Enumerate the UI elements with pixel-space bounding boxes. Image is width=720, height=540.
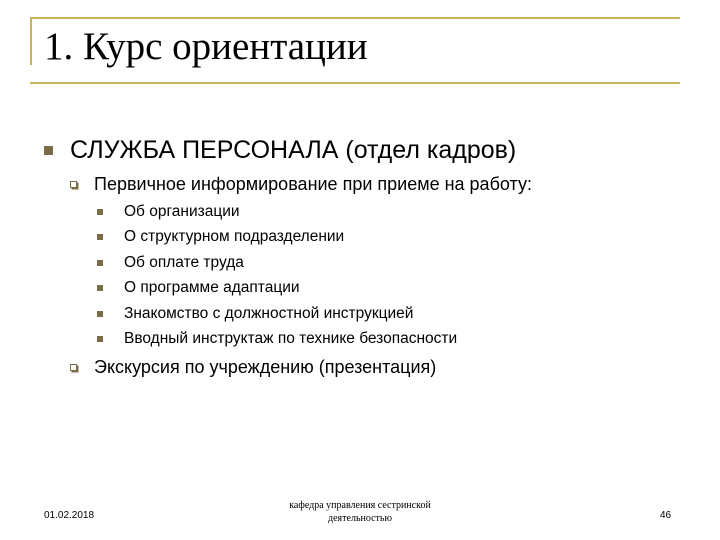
- square-bullet-icon: [97, 234, 103, 240]
- nested-item-text: О программе адаптации: [124, 279, 300, 297]
- nested-list: [97, 199, 457, 352]
- frame-left-line: [30, 17, 32, 65]
- square-bullet-icon: [97, 285, 103, 291]
- nested-list-item: [97, 327, 457, 353]
- footer-department-line: деятельностью: [328, 513, 392, 524]
- sub-item-text: Экскурсия по учреждению (презентация): [94, 357, 437, 377]
- sub-list-item: [70, 357, 436, 378]
- footer-date: 01.02.2018: [44, 510, 95, 521]
- nested-list-item: [97, 276, 457, 302]
- footer-department: [260, 499, 460, 525]
- main-list-item: [44, 136, 516, 165]
- page-number: 46: [660, 510, 672, 521]
- sub-list-item: [70, 174, 532, 195]
- nested-list-item: [97, 225, 457, 251]
- hollow-square-bullet-icon: [70, 364, 77, 371]
- square-bullet-icon: [97, 336, 103, 342]
- footer-department-line: кафедра управления сестринской: [289, 500, 431, 511]
- square-bullet-icon: [44, 146, 53, 155]
- sub-item-text: Первичное информирование при приеме на работу:: [94, 174, 532, 194]
- nested-item-text: Об организации: [124, 202, 240, 220]
- nested-item-text: Вводный инструктаж по технике безопасности: [124, 330, 458, 348]
- nested-item-text: Знакомство с должностной инструкцией: [124, 304, 414, 322]
- hollow-square-bullet-icon: [70, 181, 77, 188]
- title-underline: [30, 82, 680, 84]
- square-bullet-icon: [97, 209, 103, 215]
- main-item-text: СЛУЖБА ПЕРСОНАЛА (отдел кадров): [70, 136, 517, 164]
- nested-item-text: О структурном подразделении: [124, 228, 345, 246]
- frame-top-line: [30, 17, 680, 19]
- nested-item-text: Об оплате труда: [124, 253, 244, 271]
- square-bullet-icon: [97, 311, 103, 317]
- nested-list-item: [97, 301, 457, 327]
- square-bullet-icon: [97, 260, 103, 266]
- slide-title: 1. Курс ориентации: [44, 25, 368, 68]
- nested-list-item: [97, 199, 457, 225]
- nested-list-item: [97, 250, 457, 276]
